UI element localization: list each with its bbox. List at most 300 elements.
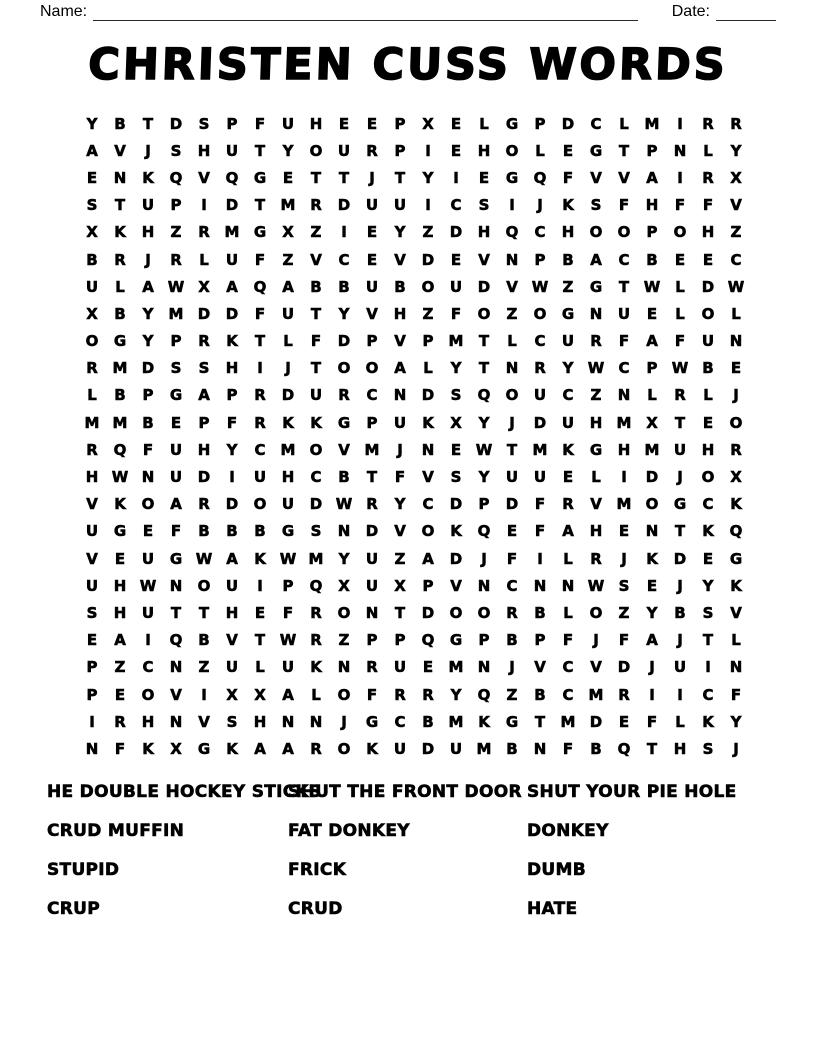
grid-letter: J [145, 250, 151, 269]
grid-letter: V [590, 658, 602, 677]
grid-letter: D [533, 413, 547, 432]
grid-letter: I [677, 685, 683, 704]
grid-letter: Z [338, 631, 350, 650]
grid-letter: N [505, 250, 519, 269]
grid-letter: R [422, 685, 434, 704]
grid-letter: Q [253, 277, 267, 296]
grid-letter: O [533, 304, 547, 323]
grid-letter: C [562, 685, 574, 704]
date-label: Date: [671, 3, 710, 20]
grid-letter: Y [478, 413, 490, 432]
grid-letter: E [646, 304, 658, 323]
grid-letter: T [142, 114, 154, 133]
grid-letter: F [450, 304, 462, 323]
grid-letter: V [310, 250, 322, 269]
grid-letter: Y [394, 223, 406, 242]
grid-letter: X [198, 277, 210, 296]
grid-letter: P [86, 685, 98, 704]
word-list [47, 783, 769, 939]
grid-letter: T [254, 196, 266, 215]
grid-letter: C [618, 359, 630, 378]
grid-letter: I [537, 549, 543, 568]
grid-letter: L [535, 141, 545, 160]
grid-letter: R [114, 250, 126, 269]
grid-letter: T [478, 359, 490, 378]
grid-letter: V [450, 576, 462, 595]
grid-letter: N [589, 304, 603, 323]
grid-letter: D [477, 277, 491, 296]
grid-letter: E [170, 413, 182, 432]
grid-letter: K [730, 495, 742, 514]
grid-letter: Y [142, 332, 154, 351]
grid-letter: S [478, 196, 490, 215]
grid-letter: K [310, 413, 322, 432]
grid-letter: Z [506, 685, 518, 704]
grid-letter: U [365, 196, 379, 215]
grid-letter: D [449, 549, 463, 568]
grid-letter: K [562, 440, 574, 459]
word-list-item: DUMB [527, 860, 586, 880]
grid-letter: G [337, 413, 351, 432]
grid-letter: T [618, 277, 630, 296]
grid-letter: B [394, 277, 406, 296]
grid-letter: W [531, 277, 549, 296]
grid-letter: A [282, 277, 294, 296]
grid-letter: C [422, 495, 434, 514]
grid-letter: J [677, 468, 683, 487]
grid-letter: R [702, 168, 714, 187]
grid-letter: V [198, 712, 210, 731]
grid-letter: R [310, 196, 322, 215]
grid-letter: R [198, 495, 210, 514]
grid-letter: V [534, 658, 546, 677]
grid-letter: M [448, 658, 464, 677]
grid-letter: Q [729, 522, 743, 541]
grid-letter: R [562, 495, 574, 514]
grid-letter: B [506, 739, 518, 758]
letter-grid [78, 110, 750, 763]
grid-letter: T [646, 739, 658, 758]
grid-letter: F [702, 196, 714, 215]
grid-letter: N [309, 712, 323, 731]
grid-letter: E [366, 223, 378, 242]
grid-letter: U [309, 386, 323, 405]
grid-letter: L [703, 386, 713, 405]
grid-letter: M [616, 495, 632, 514]
grid-letter: N [561, 576, 575, 595]
grid-letter: T [310, 304, 322, 323]
grid-letter: O [505, 141, 519, 160]
grid-letter: F [142, 440, 154, 459]
grid-letter: U [449, 277, 463, 296]
grid-letter: O [701, 304, 715, 323]
grid-letter: U [85, 576, 99, 595]
word-list-item: HATE [527, 899, 578, 919]
grid-letter: K [730, 576, 742, 595]
grid-letter: W [643, 277, 661, 296]
grid-letter: D [225, 304, 239, 323]
grid-letter: S [702, 739, 714, 758]
grid-letter: P [534, 250, 546, 269]
grid-letter: F [674, 196, 686, 215]
grid-letter: K [114, 223, 126, 242]
grid-letter: Z [394, 549, 406, 568]
grid-letter: F [562, 739, 574, 758]
grid-letter: X [450, 413, 462, 432]
grid-letter: W [335, 495, 353, 514]
grid-letter: F [394, 468, 406, 487]
grid-letter: E [450, 440, 462, 459]
grid-letter: J [677, 576, 683, 595]
grid-letter: H [589, 522, 603, 541]
grid-letter: H [393, 304, 407, 323]
grid-letter: E [506, 522, 518, 541]
grid-letter: A [562, 522, 574, 541]
grid-letter: O [589, 603, 603, 622]
grid-letter: Y [394, 495, 406, 514]
grid-letter: I [257, 359, 263, 378]
grid-letter: T [170, 603, 182, 622]
word-list-item: CRUD [288, 899, 343, 919]
grid-letter: J [397, 440, 403, 459]
word-list-item: CRUP [47, 899, 101, 919]
grid-letter: Y [422, 168, 434, 187]
grid-letter: H [701, 440, 715, 459]
grid-letter: F [506, 549, 518, 568]
grid-letter: L [731, 304, 741, 323]
grid-letter: E [618, 712, 630, 731]
grid-letter: O [673, 223, 687, 242]
grid-letter: B [646, 250, 658, 269]
grid-letter: X [170, 739, 182, 758]
grid-letter: F [366, 685, 378, 704]
grid-letter: K [562, 196, 574, 215]
grid-letter: L [675, 712, 685, 731]
grid-letter: P [646, 359, 658, 378]
grid-letter: X [282, 223, 294, 242]
grid-letter: C [562, 386, 574, 405]
grid-letter: H [85, 468, 99, 487]
grid-letter: J [593, 631, 599, 650]
grid-letter: B [590, 739, 602, 758]
grid-letter: X [86, 223, 98, 242]
grid-letter: B [562, 250, 574, 269]
grid-letter: W [167, 277, 185, 296]
grid-letter: I [677, 114, 683, 133]
grid-letter: G [505, 168, 519, 187]
grid-letter: F [618, 631, 630, 650]
grid-letter: V [478, 250, 490, 269]
grid-letter: K [282, 413, 294, 432]
grid-letter: E [86, 631, 98, 650]
grid-letter: N [645, 522, 659, 541]
grid-letter: O [337, 685, 351, 704]
grid-letter: P [170, 332, 182, 351]
grid-letter: Y [730, 141, 742, 160]
grid-letter: D [589, 712, 603, 731]
grid-letter: K [478, 712, 490, 731]
grid-letter: E [702, 250, 714, 269]
grid-letter: B [674, 603, 686, 622]
grid-letter: G [729, 549, 743, 568]
word-list-item: CRUD MUFFIN [47, 821, 185, 841]
grid-letter: I [229, 468, 235, 487]
grid-letter: P [198, 413, 210, 432]
grid-letter: D [225, 495, 239, 514]
grid-letter: E [478, 168, 490, 187]
grid-letter: C [702, 495, 714, 514]
grid-letter: Z [422, 223, 434, 242]
grid-letter: G [113, 522, 127, 541]
grid-letter: J [341, 712, 347, 731]
grid-letter: T [338, 168, 350, 187]
grid-letter: Y [450, 685, 462, 704]
grid-letter: S [590, 196, 602, 215]
grid-letter: K [422, 413, 434, 432]
grid-letter: R [254, 386, 266, 405]
grid-letter: Q [113, 440, 127, 459]
grid-letter: P [366, 332, 378, 351]
grid-letter: T [254, 631, 266, 650]
grid-letter: F [646, 712, 658, 731]
grid-letter: F [114, 739, 126, 758]
grid-letter: B [142, 413, 154, 432]
grid-letter: N [421, 440, 435, 459]
grid-letter: Z [562, 277, 574, 296]
grid-letter: V [366, 304, 378, 323]
grid-letter: O [253, 495, 267, 514]
grid-letter: G [169, 549, 183, 568]
grid-letter: L [675, 304, 685, 323]
grid-letter: S [450, 386, 462, 405]
grid-letter: F [170, 522, 182, 541]
grid-letter: O [477, 603, 491, 622]
grid-letter: J [621, 549, 627, 568]
grid-letter: R [534, 359, 546, 378]
grid-letter: G [561, 304, 575, 323]
grid-letter: L [591, 468, 601, 487]
grid-letter: I [425, 141, 431, 160]
grid-letter: U [225, 576, 239, 595]
grid-letter: C [394, 712, 406, 731]
grid-letter: M [588, 685, 604, 704]
grid-letter: U [281, 114, 295, 133]
grid-letter: I [649, 685, 655, 704]
grid-letter: U [337, 141, 351, 160]
grid-letter: O [421, 277, 435, 296]
grid-letter: K [114, 495, 126, 514]
grid-letter: T [618, 141, 630, 160]
grid-letter: E [674, 250, 686, 269]
grid-letter: N [477, 658, 491, 677]
grid-letter: D [421, 739, 435, 758]
grid-letter: M [84, 413, 100, 432]
grid-letter: Y [730, 712, 742, 731]
grid-letter: T [254, 141, 266, 160]
grid-letter: C [590, 114, 602, 133]
grid-letter: U [225, 658, 239, 677]
grid-letter: U [141, 603, 155, 622]
grid-letter: Z [590, 386, 602, 405]
grid-letter: M [644, 114, 660, 133]
grid-letter: O [477, 304, 491, 323]
grid-letter: U [505, 468, 519, 487]
grid-letter: M [448, 712, 464, 731]
grid-letter: H [701, 223, 715, 242]
grid-letter: H [113, 603, 127, 622]
grid-letter: P [282, 576, 294, 595]
grid-letter: E [282, 168, 294, 187]
grid-letter: Z [310, 223, 322, 242]
grid-letter: R [338, 386, 350, 405]
grid-letter: U [141, 549, 155, 568]
grid-letter: M [476, 739, 492, 758]
grid-letter: N [169, 658, 183, 677]
grid-letter: A [646, 168, 658, 187]
grid-letter: H [477, 141, 491, 160]
grid-letter: A [282, 685, 294, 704]
grid-letter: X [730, 168, 742, 187]
grid-letter: Q [533, 168, 547, 187]
grid-letter: T [198, 603, 210, 622]
grid-letter: W [279, 549, 297, 568]
grid-letter: H [141, 712, 155, 731]
grid-letter: R [366, 495, 378, 514]
grid-letter: A [170, 495, 182, 514]
grid-letter: A [646, 631, 658, 650]
grid-letter: C [366, 386, 378, 405]
grid-letter: R [310, 603, 322, 622]
grid-letter: N [477, 576, 491, 595]
grid-letter: C [562, 658, 574, 677]
grid-letter: V [730, 196, 742, 215]
grid-letter: T [310, 359, 322, 378]
grid-letter: G [505, 712, 519, 731]
grid-letter: V [86, 549, 98, 568]
word-list-item: HE DOUBLE HOCKEY STICKS [47, 782, 322, 802]
grid-letter: U [253, 468, 267, 487]
grid-letter: B [338, 468, 350, 487]
grid-letter: H [281, 468, 295, 487]
grid-letter: D [617, 658, 631, 677]
grid-letter: R [394, 685, 406, 704]
grid-letter: S [170, 359, 182, 378]
grid-letter: L [619, 114, 629, 133]
grid-letter: R [86, 359, 98, 378]
word-list-item: DONKEY [527, 821, 609, 841]
grid-letter: Q [225, 168, 239, 187]
grid-letter: L [703, 141, 713, 160]
grid-letter: R [702, 114, 714, 133]
header-row [40, 2, 776, 22]
grid-letter: N [393, 386, 407, 405]
grid-letter: B [534, 685, 546, 704]
grid-letter: K [702, 522, 714, 541]
grid-letter: W [587, 576, 605, 595]
grid-letter: J [509, 658, 515, 677]
grid-letter: G [197, 739, 211, 758]
name-blank-line [93, 2, 638, 21]
grid-letter: U [449, 739, 463, 758]
grid-letter: K [142, 168, 154, 187]
grid-letter: H [673, 739, 687, 758]
grid-letter: J [481, 549, 487, 568]
grid-letter: Y [142, 304, 154, 323]
grid-letter: C [310, 468, 322, 487]
grid-letter: S [310, 522, 322, 541]
puzzle-title: CHRISTEN CUSS WORDS [87, 40, 729, 90]
grid-letter: F [254, 250, 266, 269]
grid-letter: F [562, 168, 574, 187]
grid-letter: L [311, 685, 321, 704]
grid-letter: R [730, 440, 742, 459]
grid-letter: R [618, 685, 630, 704]
grid-letter: C [730, 250, 742, 269]
grid-letter: C [338, 250, 350, 269]
grid-letter: G [589, 440, 603, 459]
grid-letter: U [85, 522, 99, 541]
grid-letter: N [169, 712, 183, 731]
grid-letter: F [674, 332, 686, 351]
grid-letter: A [394, 359, 406, 378]
grid-letter: E [114, 685, 126, 704]
grid-letter: G [113, 332, 127, 351]
grid-letter: T [394, 168, 406, 187]
grid-letter: I [257, 576, 263, 595]
grid-letter: K [310, 658, 322, 677]
grid-letter: X [422, 114, 434, 133]
grid-letter: S [198, 114, 210, 133]
grid-letter: U [533, 468, 547, 487]
grid-letter: O [617, 223, 631, 242]
grid-letter: L [423, 359, 433, 378]
grid-letter: H [561, 223, 575, 242]
grid-letter: L [115, 277, 125, 296]
grid-letter: H [617, 440, 631, 459]
grid-letter: Y [562, 359, 574, 378]
grid-letter: P [422, 332, 434, 351]
grid-letter: B [534, 603, 546, 622]
word-list-column [527, 783, 769, 939]
grid-letter: V [506, 277, 518, 296]
grid-letter: A [226, 277, 238, 296]
grid-letter: M [112, 359, 128, 378]
grid-letter: Y [226, 440, 238, 459]
grid-letter: O [421, 522, 435, 541]
grid-letter: G [673, 495, 687, 514]
grid-letter: Z [282, 250, 294, 269]
grid-letter: D [365, 522, 379, 541]
grid-letter: S [226, 712, 238, 731]
grid-letter: J [369, 168, 375, 187]
grid-letter: I [89, 712, 95, 731]
grid-letter: G [253, 168, 267, 187]
grid-letter: G [253, 223, 267, 242]
grid-letter: J [537, 196, 543, 215]
grid-letter: R [506, 603, 518, 622]
grid-letter: L [199, 250, 209, 269]
grid-letter: R [310, 739, 322, 758]
grid-letter: S [702, 603, 714, 622]
grid-letter: H [645, 196, 659, 215]
grid-letter: P [394, 631, 406, 650]
grid-letter: B [198, 631, 210, 650]
grid-letter: T [702, 631, 714, 650]
grid-letter: X [86, 304, 98, 323]
grid-letter: E [562, 468, 574, 487]
grid-letter: D [197, 468, 211, 487]
grid-letter: C [506, 576, 518, 595]
